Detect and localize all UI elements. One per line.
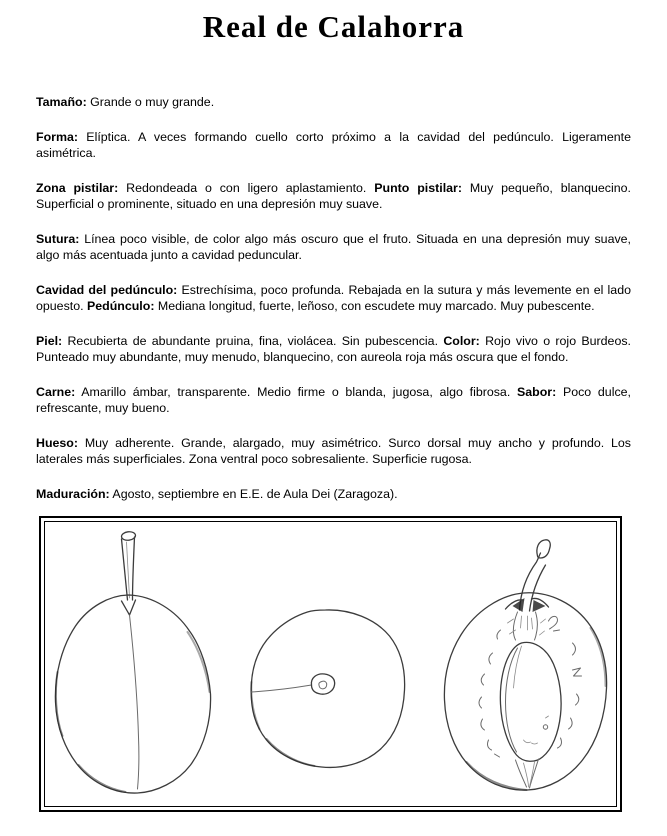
stalk-shield — [122, 600, 136, 615]
pencil-shading — [267, 739, 315, 766]
field-label: Cavidad del pedúnculo: — [36, 283, 178, 297]
figure-frame — [39, 516, 622, 812]
field-text: Rojo vivo o rojo Burdeos. Punteado muy abundante, muy menudo, blanquecino, con aureola roja más oscura que el fondo. — [36, 334, 631, 364]
field-label: Sutura: — [36, 232, 80, 246]
fruit-outline — [55, 595, 210, 793]
description-paragraph — [36, 384, 631, 416]
field-text: Amarillo ámbar, transparente. Medio firme o blanda, jugosa, algo fibrosa. — [75, 385, 517, 399]
suture-line — [130, 615, 139, 789]
pencil-shading — [79, 765, 126, 792]
pencil-shading — [591, 628, 606, 686]
description-paragraph — [36, 129, 631, 161]
fruit-cross-section-with-stone-drawing — [444, 540, 606, 790]
pencil-shading — [188, 632, 210, 692]
field-label: Zona pistilar: — [36, 181, 119, 195]
field-text: Agosto, septiembre en E.E. de Aula Dei (Zaragoza). — [109, 487, 398, 501]
description-paragraph — [36, 282, 631, 314]
stalk-cavity-shading — [506, 598, 549, 612]
field-text: Redondeada o con ligero aplastamiento. — [118, 181, 375, 195]
description-paragraph — [36, 94, 631, 110]
field-text: Grande o muy grande. — [86, 95, 215, 109]
description-paragraph — [36, 486, 631, 502]
stone-outline — [500, 642, 561, 761]
field-text: Elíptica. A veces formando cuello corto próximo a la cavidad del pedúnculo. Ligeramente asimétrica. — [36, 130, 631, 160]
field-label: Pedúnculo: — [86, 299, 155, 313]
fruit-stalk — [121, 531, 136, 600]
field-label: Hueso: — [36, 436, 78, 450]
whole-fruit-with-stalk-drawing — [55, 531, 210, 793]
field-label: Color: — [443, 334, 480, 348]
description-paragraph — [36, 180, 631, 212]
field-label: Maduración: — [36, 487, 110, 501]
suture-below-stone — [516, 759, 539, 788]
suture-line — [252, 685, 312, 692]
figure-inner-frame — [44, 521, 617, 807]
field-text: Recubierta de abundante pruina, fina, violácea. Sin pubescencia. — [62, 334, 444, 348]
fruit-pistil-end-view-drawing — [251, 610, 404, 767]
field-text: Muy adherente. Grande, alargado, muy asimétrico. Surco dorsal muy ancho y profundo. Los laterales más superficiales. Zona ventral poco sobresaliente. Superficie rugosa. — [36, 436, 631, 466]
field-label: Piel: — [36, 334, 63, 348]
field-text: Mediana longitud, fuerte, leñoso, con escudete muy marcado. Muy pubescente. — [154, 299, 595, 313]
field-label: Punto pistilar: — [374, 181, 462, 195]
field-label: Sabor: — [516, 385, 557, 399]
stalk-funnel — [508, 612, 546, 640]
stone-surface-detail — [506, 646, 549, 752]
field-label: Forma: — [36, 130, 78, 144]
description-paragraph — [36, 435, 631, 467]
fruit-sketches-figure — [45, 522, 616, 806]
page-title: Real de Calahorra — [202, 9, 465, 44]
description-paragraph — [36, 333, 631, 365]
field-text: Muy pequeño, blanquecino. Superficial o prominente, situado en una depresión muy suave. — [36, 181, 631, 211]
field-label: Carne: — [36, 385, 76, 399]
pistil-point — [311, 674, 334, 694]
pencil-shading — [56, 672, 63, 736]
field-label: Tamaño: — [36, 95, 87, 109]
field-text: Línea poco visible, de color algo más oscuro que el fruto. Situada en una depresión muy suave, algo más acentuada junto a cavidad peduncular. — [36, 232, 631, 262]
field-text: Estrechísima, poco profunda. Rebajada en la sutura y más levemente en el lado opuesto. — [36, 283, 631, 313]
paragraphs — [36, 94, 631, 521]
description-paragraph — [36, 231, 631, 263]
field-text: Poco dulce, refrescante, muy bueno. — [36, 385, 631, 415]
fruit-outline — [251, 610, 404, 767]
flesh-texture-marks — [479, 616, 582, 757]
